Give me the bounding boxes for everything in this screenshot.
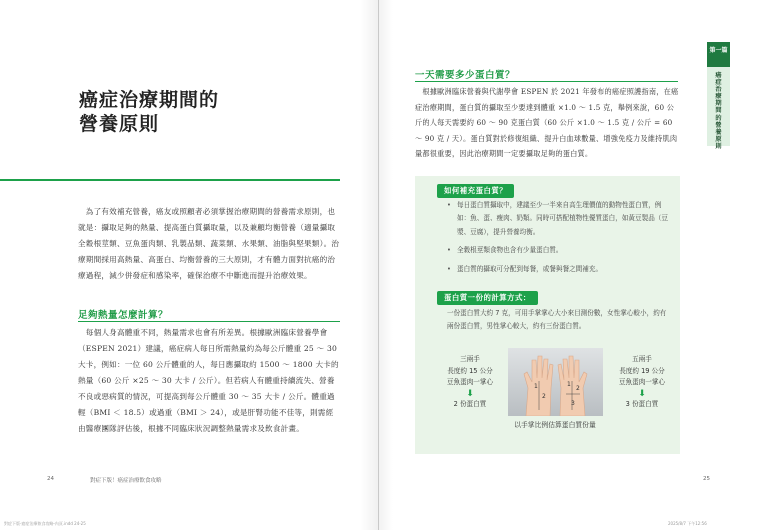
small-hand-label (440, 354, 500, 410)
protein-heading: 一天需要多少蛋白質？ (415, 70, 516, 81)
hands-caption: 以手掌比例估算蛋白質份量 (514, 421, 596, 429)
protein-heading-rule (415, 81, 678, 82)
intro-paragraph: 為了有效補充營養，癌友或照顧者必須掌握治療期間的營養需求原則，也就是：攝取足夠的熱量、提高蛋白質攝取量，以及兼顧均衡營養（適量攝取全穀根莖類、豆魚蛋肉類、乳製品類、蔬菜類、水果類、油脂與堅果類）。治療期間採用高熱量、高蛋白、均衡營養的三大原則，才有體力面對抗癌的治療過程，減少併發症和感染率，確保治療不中斷進而提升治療效果。 (78, 207, 340, 280)
small-hand-line2: 長度約 15 公分 (447, 366, 493, 375)
large-hand-line2: 長度約 19 公分 (619, 366, 665, 375)
running-footer: 對症下版！癌症治療飲食攻略 (90, 478, 162, 484)
hand-number: 3 (571, 400, 575, 407)
side-tab-vertical-title: 癌症治療期間的營養原則 (715, 72, 722, 150)
bullet-dot-icon: • (447, 264, 451, 273)
small-hand-result: 2 份蛋白質 (453, 399, 487, 408)
large-hand-result: 3 份蛋白質 (625, 399, 659, 408)
left-page-number: 24 (47, 476, 54, 482)
small-hand-line3: 豆魚蛋肉一掌心 (446, 378, 494, 387)
large-hand-line1: 五兩手 (632, 355, 652, 363)
bullet-dot-icon: • (447, 246, 451, 255)
calc-title-pill: 蛋白質一份的計算方式： (437, 291, 538, 305)
hand-number: 1 (534, 383, 538, 390)
large-hand-line3: 豆魚蛋肉一掌心 (618, 378, 666, 387)
tip-bullet-list (447, 199, 672, 281)
print-slug-left: 對症下版-癌症治療飲食攻略-內頁.indd 24-25 (4, 521, 86, 526)
spine-shadow-left (360, 0, 378, 530)
chapter-title (79, 88, 299, 136)
chapter-title-line2: 營養原則 (79, 113, 160, 135)
chapter-title-rule (0, 179, 340, 181)
book-spine (378, 0, 379, 530)
arrow-down-icon: ⬇ (638, 388, 646, 399)
list-item (447, 244, 672, 257)
hand-number: 2 (576, 385, 580, 392)
small-hand-line1: 三兩手 (460, 355, 480, 363)
bullet-dot-icon: • (447, 201, 451, 209)
right-page-number: 25 (703, 476, 710, 482)
print-slug-right: 2025/8/7 下午12:56 (668, 521, 707, 526)
hand-number: 2 (542, 393, 546, 400)
spine-shadow-right (379, 0, 393, 530)
subheading-rule (78, 321, 340, 322)
list-item (447, 263, 672, 276)
protein-paragraph: 根據歐洲臨床營養與代謝學會 ESPEN 於 2021 年發布的癌症照護指南，在癌症治療期間，蛋白質的攝取至少要達到體重 ×1.0 ～ 1.5 克，舉例來說，60 公斤的人每天需要約 60 ～ 90 克蛋白質（60 公斤 ×1.0 ～ 1.5 克 / 公斤 = 60 ～ 90 克 / 天）。蛋白質對於修復組織、提升白血球數量、增強免疫力及維持肌肉量都很重要，因此治療期間一定要攝取足夠的蛋白質。 (415, 87, 679, 159)
list-item (447, 199, 672, 239)
calc-text: 一份蛋白質大約 7 克，可用手掌掌心大小來目測份數，女性掌心較小，約有兩份蛋白質，男性掌心較大，約有三份蛋白質。 (447, 309, 667, 331)
tip-title-pill: 如何補充蛋白質？ (437, 184, 514, 198)
calorie-subheading: 足夠熱量怎麼計算？ (78, 310, 169, 321)
chapter-title-line1: 癌症治療期間的 (79, 89, 220, 111)
calorie-paragraph: 每個人身高體重不同，熱量需求也會有所差異。根據歐洲臨床營養學會（ESPEN 2021）建議，癌症病人每日所需熱量約為每公斤體重 25 ～ 30 大卡，例如：一位 60 公斤體重的人，每日應攝取約 1500 ～ 1800 大卡的熱量（60 公斤 ×25 ～ 30 大卡 / 公斤）。但若病人有體重持續流失、營養不良或惡病質的情況，可提高到每公斤體重 30 ～ 35 大卡 / 公斤。體重過輕（BMI ＜ 18.5）或過重（BMI ＞ 24），或是肝腎功能不佳等，則需經由醫療團隊評估後，根據不同臨床狀況調整熱量需求及飲食計畫。 (78, 328, 339, 433)
bullet-text: 全穀根莖類食物也含有少量蛋白質。 (457, 246, 563, 255)
bullet-text: 每日蛋白質攝取中，建議至少一半來自高生理價值的動物性蛋白質，例如：魚、蛋、瘦肉、奶類。同時可搭配植物性優質蛋白，如黃豆製品（豆漿、豆腐），提升營養均衡。 (457, 201, 668, 236)
bullet-text: 蛋白質的攝取可分配到每餐，或餐與餐之間補充。 (457, 264, 603, 273)
arrow-down-icon: ⬇ (466, 388, 474, 399)
hand-number: 1 (567, 381, 571, 388)
hands-photo (508, 348, 603, 416)
large-hand-label (612, 354, 672, 410)
side-tab-section-label: 第一篇 (707, 42, 730, 67)
